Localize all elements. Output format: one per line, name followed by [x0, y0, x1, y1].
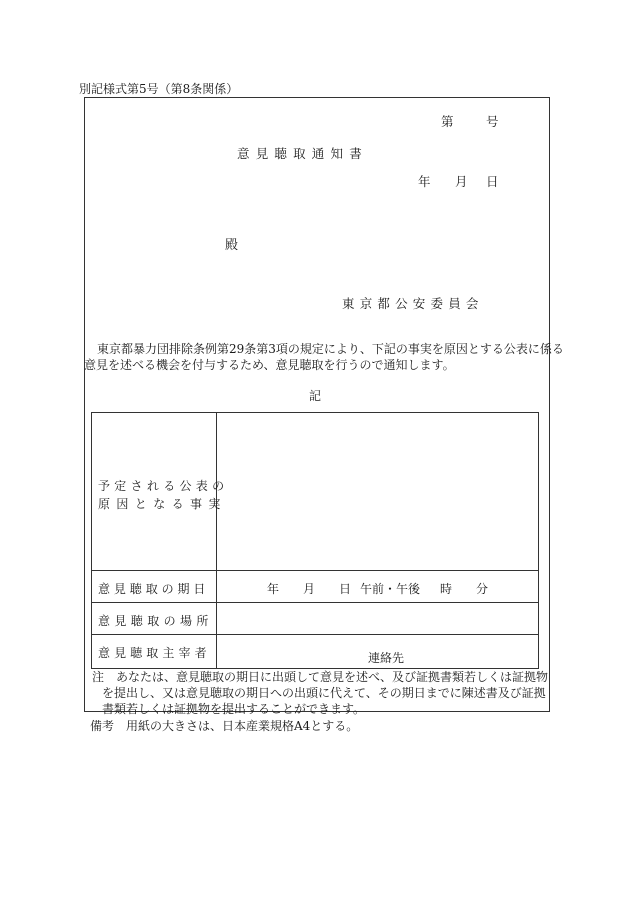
table-row-divider [91, 602, 539, 603]
table-row-divider [91, 634, 539, 635]
ki-marker: 記 [309, 389, 322, 403]
body-text-line-1: 東京都暴力団排除条例第29条第3項の規定により、下記の事実を原因とする公表に係る [97, 342, 564, 356]
note-line-1: 注 あなたは、意見聴取の期日に出頭して意見を述べ、及び証拠書類若しくは証拠物 [92, 670, 549, 684]
hearing-date-day: 日 [339, 582, 352, 596]
hearing-host-label: 意見聴取主宰者 [98, 646, 211, 660]
table-column-divider [216, 412, 217, 669]
note-line-3: 書類若しくは証拠物を提出することができます。 [102, 702, 366, 716]
addressee-honorific: 殿 [225, 238, 239, 253]
doc-number-label: 第 [441, 114, 454, 129]
details-table [91, 412, 539, 669]
body-text-line-2: 意見を述べる機会を付与するため、意見聴取を行うので通知します。 [84, 358, 455, 372]
form-title: 別記様式第5号（第8条関係） [79, 82, 239, 96]
date-year-label: 年 [418, 174, 431, 189]
doc-number-suffix: 号 [486, 114, 499, 129]
table-row-divider [91, 570, 539, 571]
date-month-label: 月 [455, 174, 468, 189]
hearing-date-hour: 時 [440, 582, 453, 596]
note-line-2: を提出し、又は意見聴取の期日への出頭に代えて、その期日までに陳述書及び証拠 [102, 686, 546, 700]
hearing-date-minute: 分 [476, 582, 489, 596]
fact-label-line-2: 原因となる事実 [98, 497, 227, 511]
hearing-date-year: 年 [267, 582, 280, 596]
notice-title: 意見聴取通知書 [237, 146, 368, 161]
contact-label: 連絡先 [368, 651, 405, 665]
hearing-date-month: 月 [303, 582, 316, 596]
remark: 備考 用紙の大きさは、日本産業規格A4とする。 [90, 719, 359, 733]
hearing-date-label: 意見聴取の期日 [98, 582, 210, 596]
hearing-place-label: 意見聴取の場所 [98, 614, 213, 628]
issuer-name: 東京都公安委員会 [342, 296, 484, 311]
date-day-label: 日 [486, 174, 499, 189]
fact-label-line-1: 予定される公表の [98, 479, 229, 493]
hearing-date-ampm: 午前・午後 [360, 582, 421, 596]
